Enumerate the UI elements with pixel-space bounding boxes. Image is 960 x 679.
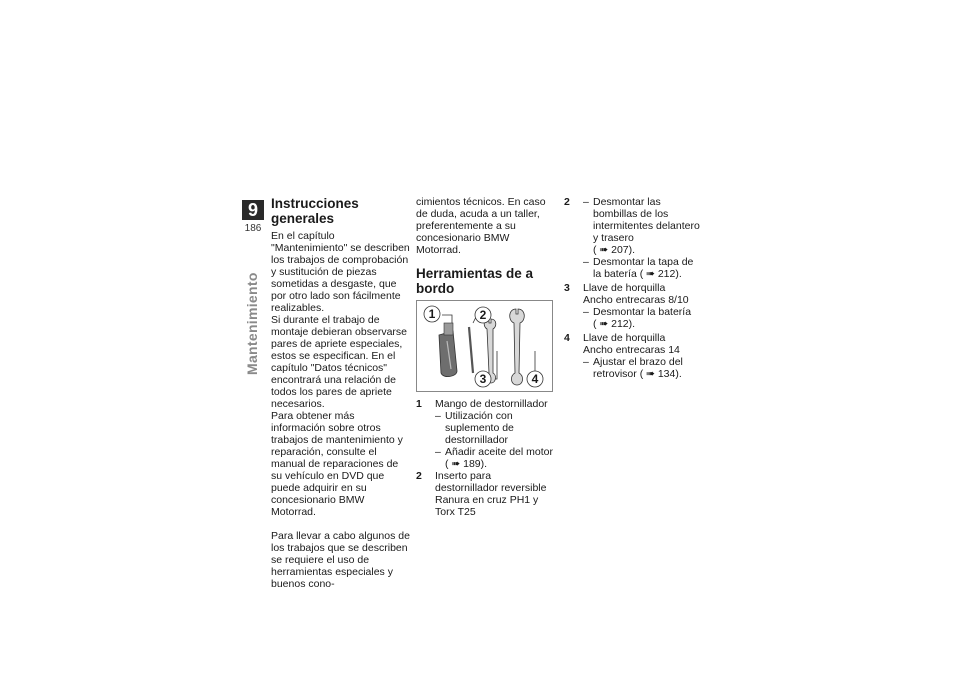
item-number: 1 (416, 398, 422, 410)
page-reference-link[interactable]: ( ➠ 134). (639, 368, 682, 380)
item-title: Inserto para destornillador reversible (435, 470, 547, 494)
item-subpoint: – Desmontar la tapa de la batería ( ➠ 212). (583, 256, 694, 280)
page-number: 186 (244, 223, 262, 234)
chapter-tab-label: Mantenimiento (244, 272, 260, 375)
item-detail: Ancho entrecaras 8/10 (583, 294, 689, 306)
screwdriver-handle-icon (439, 323, 457, 377)
page-reference-link[interactable]: ( ➠ 212). (593, 318, 636, 330)
page-reference-link[interactable]: ( ➠ 212). (639, 268, 682, 280)
item-title: Mango de destornillador (435, 398, 548, 410)
paragraph: Para obtener más información sobre otros trabajos de mantenimiento y reparación, consulte el manual de reparaciones de su vehículo en DVD que puede adquirir en su concesionario BMW Motorrad. (271, 410, 403, 518)
paragraph-continuation: cimientos técnicos. En caso de duda, acuda a un taller, preferentemente a su concesionario BMW Motorrad. (416, 196, 546, 256)
item-subpoint: – Utilización con suplemento de destornillador (435, 410, 514, 446)
paragraph: En el capítulo "Mantenimiento" se describen los trabajos de comprobación y sustitución de piezas sometidas a desgaste, que por otro lado son fácilmente realizables. (271, 230, 410, 314)
item-subpoint: – Añadir aceite del motor ( ➠ 189). (435, 446, 553, 470)
item-number: 3 (564, 282, 570, 294)
page-reference-link[interactable]: ( ➠ 189). (445, 458, 488, 470)
item-subpoint: – Ajustar el brazo del retrovisor ( ➠ 134). (583, 356, 683, 380)
tool-item-3 (564, 282, 704, 330)
callout-2: 2 (479, 308, 487, 322)
item-subpoint: – Desmontar la batería ( ➠ 212). (583, 306, 692, 330)
callout-1: 1 (428, 307, 436, 321)
section-heading-onboard-tools: Herramientas de a bordo (416, 266, 534, 296)
item-detail: Ancho entrecaras 14 (583, 344, 680, 356)
tools-illustration (416, 300, 553, 392)
item-detail: Ranura en cruz PH1 y Torx T25 (435, 494, 539, 518)
column-tool-uses (564, 196, 704, 380)
tools-drawing (417, 301, 552, 391)
column-onboard-tools (416, 196, 556, 518)
paragraph: Si durante el trabajo de montaje debieran observarse pares de apriete especiales, estos se especifican. En el capítulo "Datos técnicos" encontrará una relación de todos los pares de apriete necesarios. (271, 314, 407, 410)
page-reference-link[interactable]: ( ➠ 207). (593, 244, 636, 256)
column-general-instructions (271, 196, 411, 590)
screwdriver-insert-icon (469, 327, 473, 373)
paragraph: Para llevar a cabo algunos de los trabajos que se describen se requiere el uso de herramientas especiales y buenos cono- (271, 530, 410, 590)
item-title: Llave de horquilla (583, 282, 666, 294)
item-number: 2 (564, 196, 570, 208)
callout-4: 4 (531, 372, 539, 386)
item-title: Llave de horquilla (583, 332, 666, 344)
item-number: 2 (416, 470, 422, 482)
chapter-number-badge: 9 (242, 200, 264, 220)
section-heading-general-instructions: Instrucciones generales (271, 196, 359, 226)
tool-item-2-uses (564, 196, 704, 280)
tool-item-4 (564, 332, 704, 380)
tool-item-1 (416, 398, 556, 470)
item-number: 4 (564, 332, 570, 344)
callout-3: 3 (479, 372, 487, 386)
wrench-14-icon (510, 309, 525, 385)
tool-item-2 (416, 470, 556, 518)
item-subpoint: – Desmontar las bombillas de los intermitentes delantero y trasero ( ➠ 207). (583, 196, 700, 256)
